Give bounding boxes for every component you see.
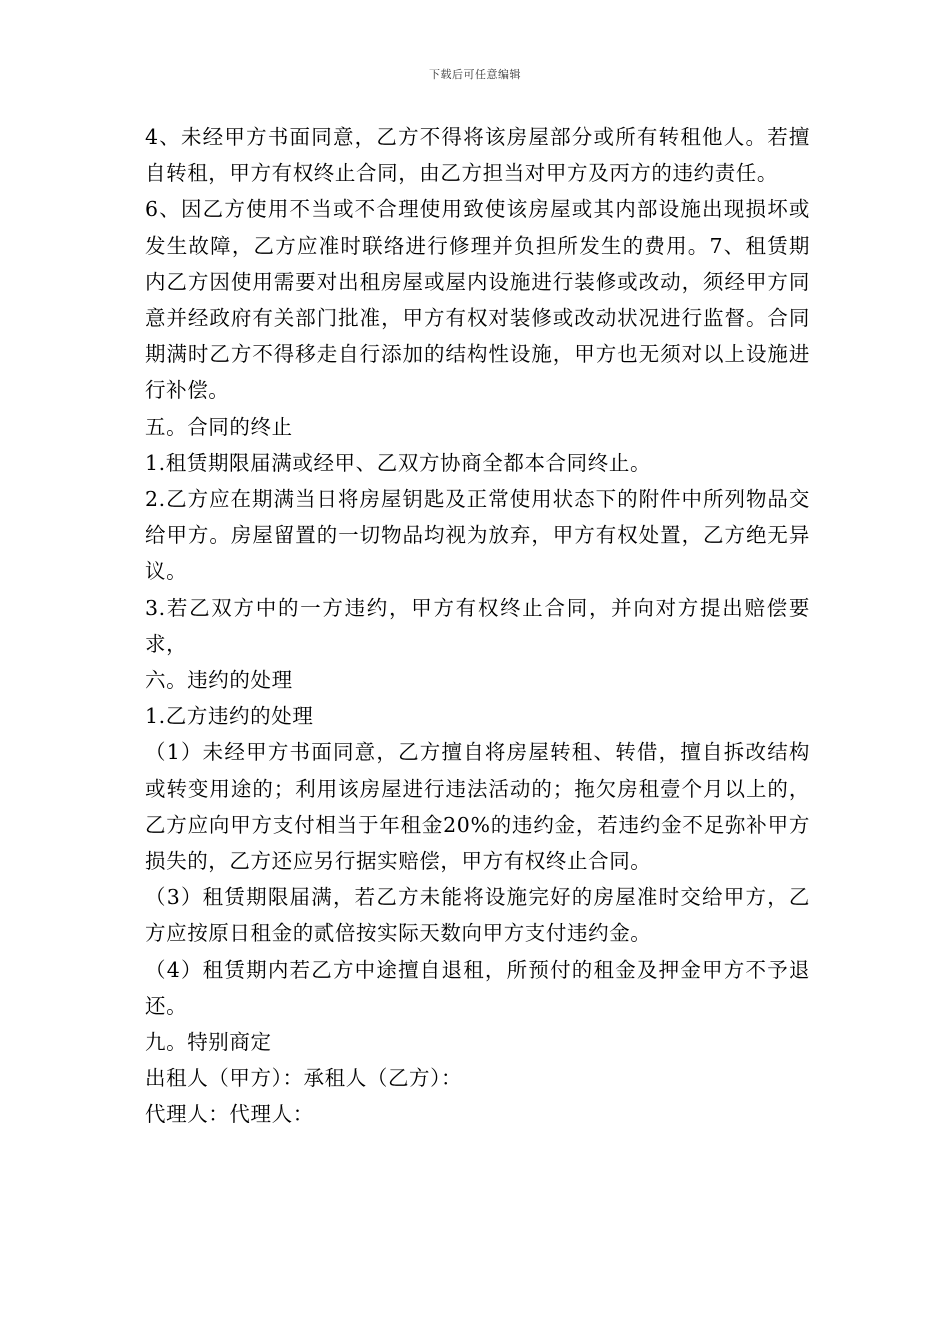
signature-line-parties: 出租人（甲方）：承租人（乙方）：	[145, 1066, 463, 1091]
paragraph-breach-item-3: （3）租赁期限届满，若乙方未能将设施完好的房屋准时交给甲方，乙方应按原日租金的贰倍按实际天数向甲方支付违约金。	[145, 885, 810, 946]
paragraph-breach-item-1: （1）未经甲方书面同意，乙方擅自将房屋转租、转借，擅自拆改结构或转变用途的；利用该房屋进行违法活动的；拖欠房租壹个月以上的，乙方应向甲方支付相当于年租金20%的违约金，若违约金不足弥补甲方损失的，乙方还应另行据实赔偿，甲方有权终止合同。	[145, 740, 810, 874]
page-header: 下载后可任意编辑	[429, 68, 521, 81]
document-body	[145, 119, 810, 1133]
paragraph-termination-1: 1.租赁期限届满或经甲、乙双方协商全都本合同终止。	[145, 450, 652, 475]
subheading-breach-party-b: 1.乙方违约的处理	[145, 704, 314, 729]
signature-line-agents: 代理人：代理人：	[145, 1102, 314, 1127]
paragraph-breach-item-4: （4）租赁期内若乙方中途擅自退租，所预付的租金及押金甲方不予退还。	[145, 957, 810, 1018]
section-heading-breach: 六。违约的处理	[145, 668, 293, 693]
paragraph-termination-2: 2.乙方应在期满当日将房屋钥匙及正常使用状态下的附件中所列物品交给甲方。房屋留置的一切物品均视为放弃，甲方有权处置，乙方绝无异议。	[145, 487, 810, 584]
paragraph-clause-6-7: 6、因乙方使用不当或不合理使用致使该房屋或其内部设施出现损坏或发生故障，乙方应准时联络进行修理并负担所发生的费用。7、租赁期内乙方因使用需要对出租房屋或屋内设施进行装修或改动，须经甲方同意并经政府有关部门批准，甲方有权对装修或改动状况进行监督。合同期满时乙方不得移走自行添加的结构性设施，甲方也无须对以上设施进行补偿。	[145, 197, 810, 403]
paragraph-termination-3: 3.若乙双方中的一方违约，甲方有权终止合同，并向对方提出赔偿要求，	[145, 595, 810, 656]
paragraph-clause-4: 4、未经甲方书面同意，乙方不得将该房屋部分或所有转租他人。若擅自转租，甲方有权终止合同，由乙方担当对甲方及丙方的违约责任。	[145, 125, 810, 186]
section-heading-termination: 五。合同的终止	[145, 414, 293, 439]
section-heading-special-agreement: 九。特别商定	[145, 1030, 272, 1055]
